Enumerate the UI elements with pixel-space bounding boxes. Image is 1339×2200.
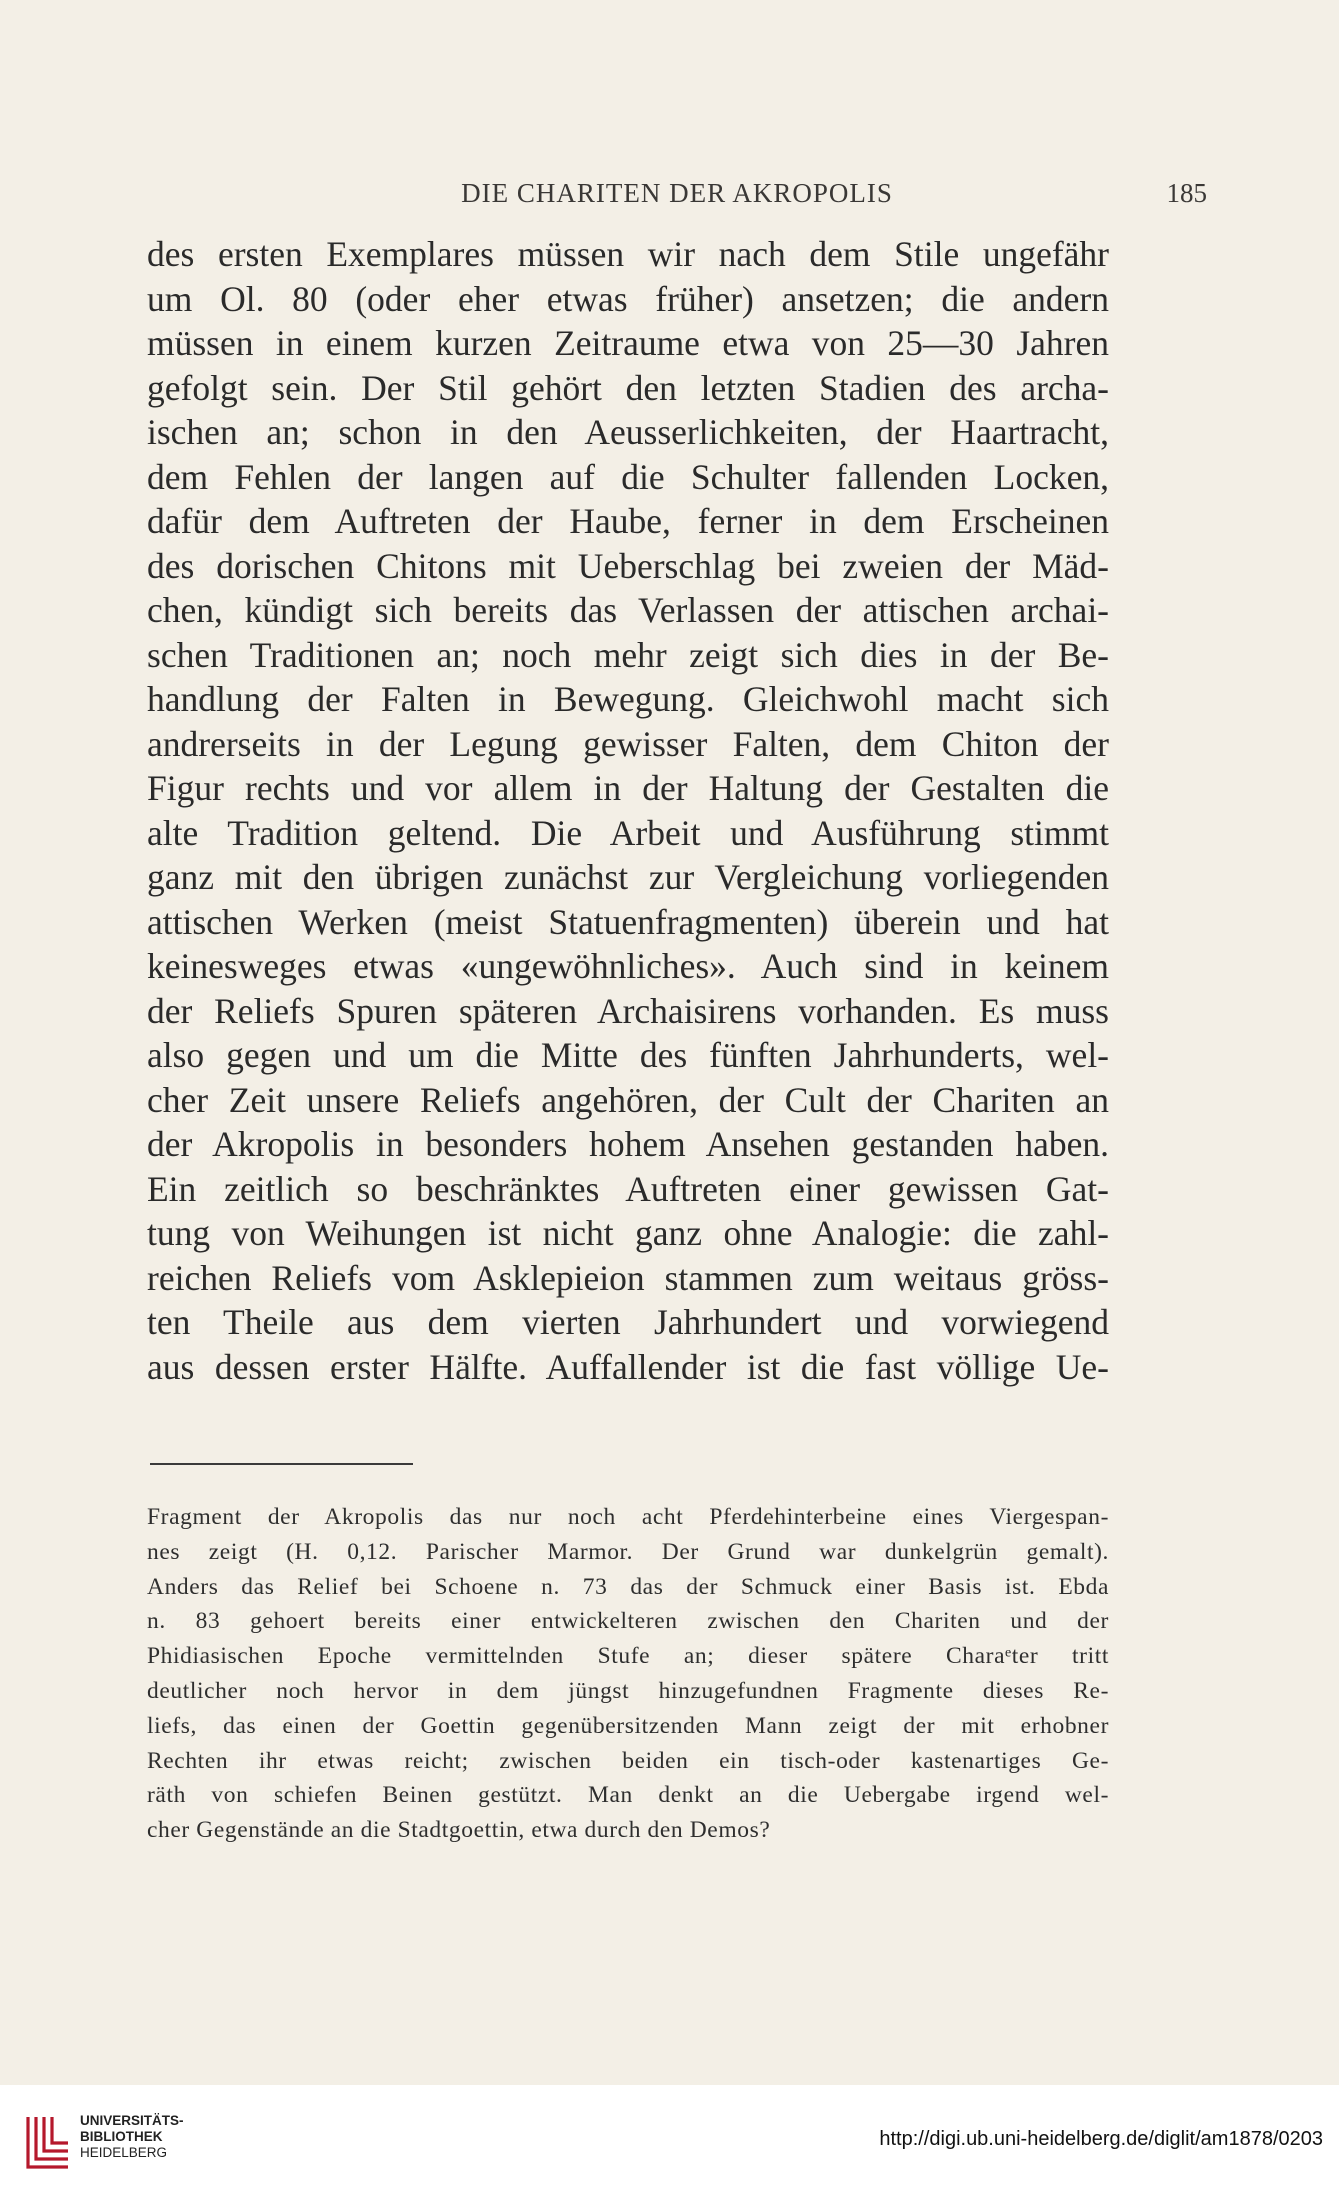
footnote-separator: [150, 1463, 413, 1465]
body-line: der Akropolis in besonders hohem Ansehen gestanden haben.: [147, 1124, 1109, 1164]
digitization-footer: [0, 2085, 1339, 2200]
body-line: aus dessen erster Hälfte. Auffallender ist die fast völlige Ue-: [147, 1346, 1109, 1387]
body-line: chen, kündigt sich bereits das Verlassen der attischen archai-: [147, 590, 1109, 630]
running-header: [147, 178, 1207, 218]
footnote-line: cher Gegenstände an die Stadtgoettin, etwa durch den Demos?: [147, 1817, 771, 1844]
footnote-line: deutlicher noch hervor in dem jüngst hinzugefundnen Fragmente dieses Re-: [147, 1677, 1109, 1704]
body-line: müssen in einem kurzen Zeitraume etwa von 25—30 Jahren: [147, 323, 1109, 363]
library-name-line3: HEIDELBERG: [80, 2145, 168, 2160]
body-line: handlung der Falten in Bewegung. Gleichwohl macht sich: [147, 679, 1109, 719]
body-line: um Ol. 80 (oder eher etwas früher) ansetzen; die andern: [147, 278, 1109, 319]
body-line: Ein zeitlich so beschränktes Auftreten einer gewissen Gat-: [147, 1168, 1109, 1209]
library-name: [80, 2113, 184, 2161]
ub-heidelberg-logo-icon: [18, 2107, 78, 2177]
body-text: [147, 232, 1109, 1389]
body-line: attischen Werken (meist Statuenfragmenten) überein und hat: [147, 901, 1109, 942]
footnote-line: liefs, das einen der Goettin gegenübersitzenden Mann zeigt der mit erhobner: [147, 1712, 1109, 1739]
body-line: des ersten Exemplares müssen wir nach dem Stile ungefähr: [147, 234, 1109, 274]
running-title: DIE CHARITEN DER AKROPOLIS: [461, 178, 893, 208]
footnote-line: Phidiasischen Epoche vermittelnden Stufe an; dieser spätere Charaᵉter tritt: [147, 1643, 1109, 1670]
footnote-line: nes zeigt (H. 0,12. Parischer Marmor. Der Grund war dunkelgrün gemalt).: [147, 1538, 1109, 1565]
source-url[interactable]: http://digi.ub.uni-heidelberg.de/diglit/am1878/0203: [879, 2128, 1323, 2150]
body-line: also gegen und um die Mitte des fünften Jahrhunderts, wel-: [147, 1035, 1109, 1075]
page-number: 185: [1166, 178, 1207, 208]
body-line: schen Traditionen an; noch mehr zeigt sich dies in der Be-: [147, 634, 1109, 675]
body-line: gefolgt sein. Der Stil gehört den letzten Stadien des archa-: [147, 367, 1109, 408]
body-line: der Reliefs Spuren späteren Archaisirens vorhanden. Es muss: [147, 990, 1109, 1031]
body-line: des dorischen Chitons mit Ueberschlag bei zweien der Mäd-: [147, 545, 1109, 586]
body-line: reichen Reliefs vom Asklepieion stammen zum weitaus gröss-: [147, 1257, 1109, 1298]
body-line: Figur rechts und vor allem in der Haltung der Gestalten die: [147, 768, 1109, 808]
body-line: dem Fehlen der langen auf die Schulter fallenden Locken,: [147, 456, 1109, 497]
footnote-line: räth von schiefen Beinen gestützt. Man denkt an die Uebergabe irgend wel-: [147, 1782, 1109, 1809]
footnote-line: Rechten ihr etwas reicht; zwischen beiden ein tisch-oder kastenartiges Ge-: [147, 1747, 1109, 1774]
body-line: cher Zeit unsere Reliefs angehören, der Cult der Chariten an: [147, 1079, 1109, 1120]
body-line: alte Tradition geltend. Die Arbeit und Ausführung stimmt: [147, 812, 1109, 853]
library-name-line1: UNIVERSITÄTS-: [80, 2113, 184, 2128]
body-line: tung von Weihungen ist nicht ganz ohne Analogie: die zahl-: [147, 1213, 1109, 1253]
footnote-line: Anders das Relief bei Schoene n. 73 das der Schmuck einer Basis ist. Ebda: [147, 1573, 1109, 1600]
body-line: andrerseits in der Legung gewisser Falten, dem Chiton der: [147, 723, 1109, 764]
body-line: ganz mit den übrigen zunächst zur Vergleichung vorliegenden: [147, 857, 1109, 897]
footnote-line: n. 83 gehoert bereits einer entwickelteren zwischen den Chariten und der: [147, 1608, 1109, 1635]
body-line: ten Theile aus dem vierten Jahrhundert und vorwiegend: [147, 1302, 1109, 1342]
body-line: keinesweges etwas «ungewöhnliches». Auch sind in keinem: [147, 946, 1109, 986]
footnote-line: Fragment der Akropolis das nur noch acht Pferdehinterbeine eines Viergespan-: [147, 1504, 1109, 1530]
body-line: ischen an; schon in den Aeusserlichkeiten, der Haartracht,: [147, 412, 1109, 452]
library-name-line2: BIBLIOTHEK: [80, 2129, 163, 2144]
footnote: [147, 1500, 1109, 1848]
body-line: dafür dem Auftreten der Haube, ferner in dem Erscheinen: [147, 501, 1109, 541]
